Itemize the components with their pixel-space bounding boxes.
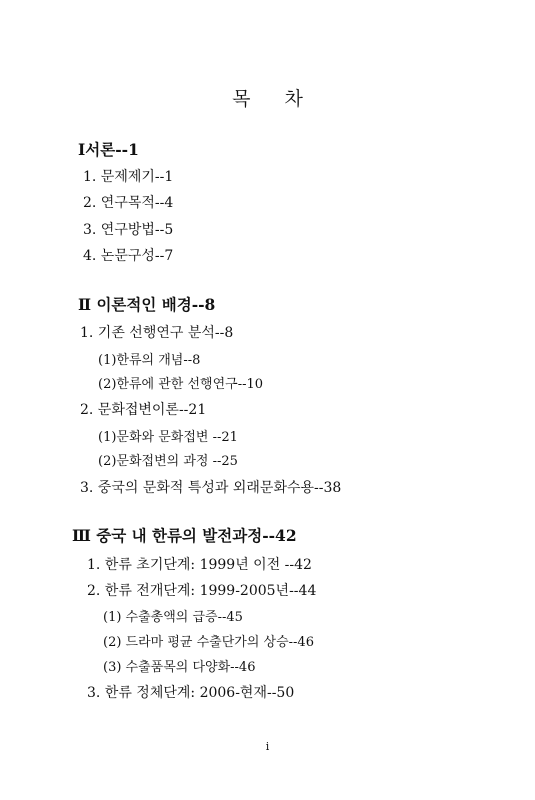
toc-section-3-2: 2. 한류 전개단계: 1999-2005년--44 <box>87 583 317 599</box>
toc-section-2-3: 3. 중국의 문화적 특성과 외래문화수용--38 <box>80 480 342 496</box>
toc-subsection-3-2-2: (2) 드라마 평균 수출단가의 상승--46 <box>103 635 314 650</box>
toc-section-1-1: 1. 문제제기--1 <box>83 169 174 185</box>
toc-title: 목 차 <box>232 88 317 110</box>
toc-section-3-1: 1. 한류 초기단계: 1999년 이전 --42 <box>87 557 312 573</box>
toc-section-1-4: 4. 논문구성--7 <box>83 248 174 264</box>
toc-section-3-3: 3. 한류 정체단계: 2006-현재--50 <box>87 685 295 701</box>
toc-section-1-3: 3. 연구방법--5 <box>83 222 174 238</box>
toc-subsection-2-1-2: (2)한류에 관한 선행연구--10 <box>98 377 264 392</box>
toc-section-2-1: 1. 기존 선행연구 분석--8 <box>80 325 234 341</box>
toc-subsection-2-1-1: (1)한류의 개념--8 <box>98 353 201 368</box>
toc-subsection-2-2-1: (1)문화와 문화접변 --21 <box>98 430 238 445</box>
toc-chapter-3: Ⅲ 중국 내 한류의 발전과정--42 <box>72 526 297 545</box>
toc-section-2-2: 2. 문화접변이론--21 <box>80 402 207 418</box>
toc-chapter-1: Ⅰ서론--1 <box>78 140 139 159</box>
toc-subsection-3-2-1: (1) 수출총액의 급증--45 <box>103 610 243 625</box>
page-number: i <box>265 740 270 753</box>
toc-subsection-3-2-3: (3) 수출품목의 다양화--46 <box>103 660 256 675</box>
toc-section-1-2: 2. 연구목적--4 <box>83 195 174 211</box>
toc-chapter-2: Ⅱ 이론적인 배경--8 <box>78 295 216 314</box>
toc-subsection-2-2-2: (2)문화접변의 과정 --25 <box>98 454 238 469</box>
